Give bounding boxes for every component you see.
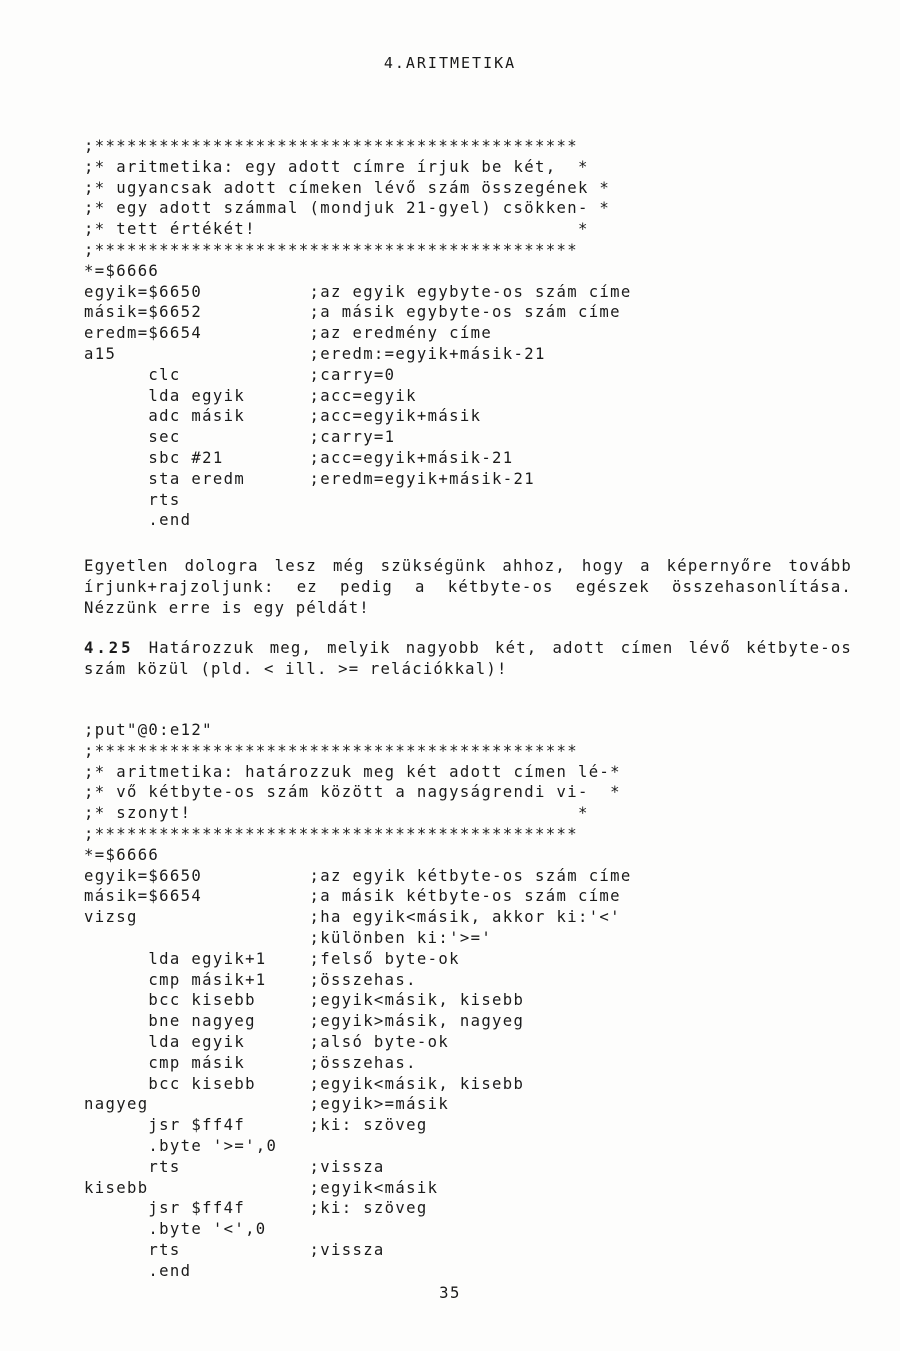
code-line: sbc #21 ;acc=egyik+másik-21: [84, 448, 514, 467]
code-line: rts: [84, 490, 181, 509]
code-line: clc ;carry=0: [84, 365, 396, 384]
code-line: jsr $ff4f ;ki: szöveg: [84, 1116, 428, 1135]
code-line: másik=$6652 ;a másik egybyte-os szám címe: [84, 303, 621, 322]
code-line: .byte '<',0: [84, 1220, 267, 1239]
code-line: rts ;vissza: [84, 1240, 385, 1259]
code-line: *=$6666: [84, 845, 160, 864]
code-line: ;*********************************************: [84, 741, 578, 760]
exercise-paragraph: [84, 638, 852, 680]
code-line: ;* aritmetika: határozzuk meg két adott címen lé-*: [84, 762, 621, 781]
code-line: cmp másik+1 ;összehas.: [84, 970, 417, 989]
code-line: rts ;vissza: [84, 1157, 385, 1176]
code-line: lda egyik ;acc=egyik: [84, 386, 417, 405]
page-number: 35: [439, 1284, 461, 1302]
code-line: eredm=$6654 ;az eredmény címe: [84, 324, 493, 343]
code-line: egyik=$6650 ;az egyik egybyte-os szám címe: [84, 282, 632, 301]
page-header: 4.ARITMETIKA: [383, 54, 517, 72]
code-line: lda egyik ;alsó byte-ok: [84, 1032, 450, 1051]
code-line: jsr $ff4f ;ki: szöveg: [84, 1199, 428, 1218]
code-line: a15 ;eredm:=egyik+másik-21: [84, 344, 546, 363]
code-line: ;put"@0:e12": [84, 721, 213, 739]
code-line: kisebb ;egyik<másik: [84, 1178, 439, 1197]
code-line: ;* egy adott számmal (mondjuk 21-gyel) csökken- *: [84, 199, 611, 218]
code-line: bne nagyeg ;egyik>másik, nagyeg: [84, 1012, 525, 1031]
code-line: ;*********************************************: [84, 137, 578, 155]
code-listing-comparison: [84, 720, 632, 1282]
code-line: cmp másik ;összehas.: [84, 1053, 417, 1072]
code-line: ;* tett értékét! *: [84, 220, 589, 239]
code-line: ;* szonyt! *: [84, 804, 589, 823]
code-line: ;* vő kétbyte-os szám között a nagyságrendi vi- *: [84, 783, 621, 802]
code-line: sta eredm ;eredm=egyik+másik-21: [84, 469, 536, 488]
code-line: sec ;carry=1: [84, 428, 396, 447]
code-line: ;különben ki:'>=': [84, 928, 493, 947]
exercise-number: 4.25: [84, 639, 134, 657]
code-line: ;* aritmetika: egy adott címre írjuk be két, *: [84, 157, 589, 176]
code-line: másik=$6654 ;a másik kétbyte-os szám címe: [84, 887, 621, 906]
code-line: .byte '>=',0: [84, 1136, 278, 1155]
code-line: .end: [84, 511, 192, 530]
code-listing-addition: [84, 136, 632, 531]
code-line: adc másik ;acc=egyik+másik: [84, 407, 482, 426]
code-line: ;* ugyancsak adott címeken lévő szám összegének *: [84, 178, 611, 197]
code-line: nagyeg ;egyik>=másik: [84, 1095, 450, 1114]
code-line: vizsg ;ha egyik<másik, akkor ki:'<': [84, 908, 621, 927]
code-line: bcc kisebb ;egyik<másik, kisebb: [84, 991, 525, 1010]
code-line: ;*********************************************: [84, 824, 578, 843]
code-line: egyik=$6650 ;az egyik kétbyte-os szám címe: [84, 866, 632, 885]
code-line: bcc kisebb ;egyik<másik, kisebb: [84, 1074, 525, 1093]
code-line: lda egyik+1 ;felső byte-ok: [84, 949, 460, 968]
code-line: *=$6666: [84, 261, 160, 280]
exercise-text: Határozzuk meg, melyik nagyobb két, adott címen lévő kétbyte-os szám közül (pld. < ill. >= relációkkal)!: [84, 639, 852, 678]
body-paragraph-comparison-intro: Egyetlen dologra lesz még szükségünk ahhoz, hogy a képernyőre tovább írjunk+rajzoljunk: ez pedig a kétbyte-os egészek összehasonlítása. Nézzünk erre is egy példát!: [84, 557, 852, 617]
code-line: .end: [84, 1261, 192, 1280]
code-line: ;*********************************************: [84, 240, 578, 259]
